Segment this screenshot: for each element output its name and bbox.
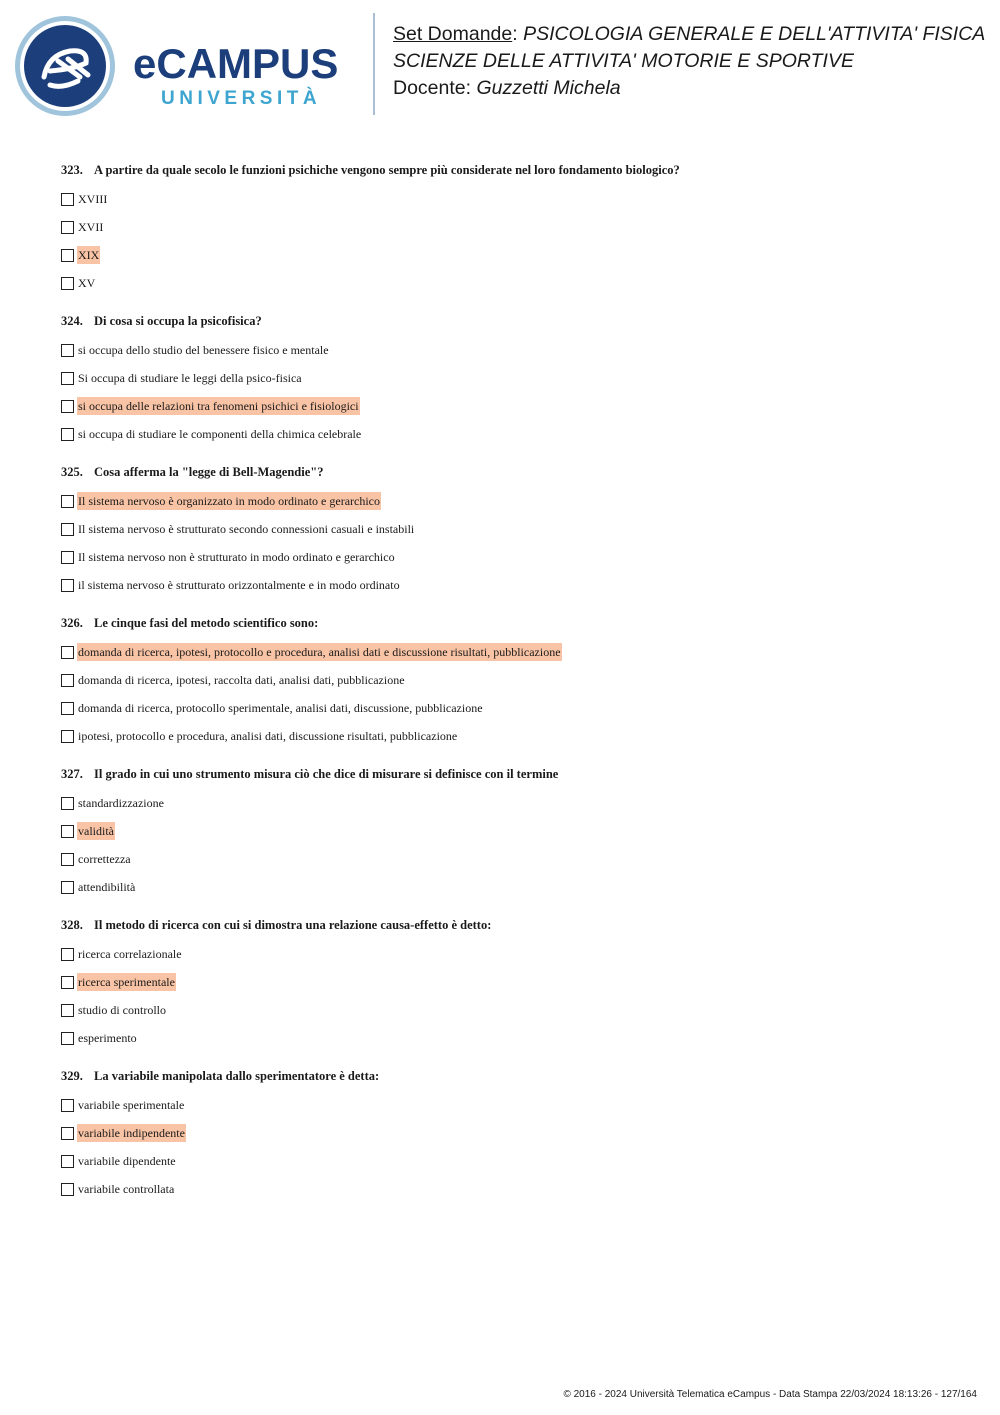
answer-option[interactable] [61,789,961,817]
answer-text: variabile dipendente [78,1154,176,1168]
answer-text: domanda di ricerca, ipotesi, raccolta dati, analisi dati, pubblicazione [78,673,405,687]
answer-checkbox[interactable] [61,646,74,659]
answer-text-highlighted: validità [78,824,114,838]
answer-option[interactable] [61,1175,961,1203]
question-title [61,310,961,332]
answer-option[interactable] [61,487,961,515]
answer-checkbox[interactable] [61,948,74,961]
answer-checkbox[interactable] [61,579,74,592]
question-number: 328. [61,918,83,932]
question-number: 326. [61,616,83,630]
answer-text: variabile sperimentale [78,1098,185,1112]
answer-option[interactable] [61,1119,961,1147]
brand-subtitle: UNIVERSITÀ [161,88,322,109]
course-info [393,21,993,102]
answer-checkbox[interactable] [61,551,74,564]
question-title [61,461,961,483]
course-title: PSICOLOGIA GENERALE E DELL'ATTIVITA' FISICA [523,23,986,45]
answer-option[interactable] [61,571,961,599]
answer-checkbox[interactable] [61,344,74,357]
question-text: Il metodo di ricerca con cui si dimostra una relazione causa-effetto è detto: [94,918,492,932]
answer-text: Il sistema nervoso non è strutturato in modo ordinato e gerarchico [78,550,395,564]
question-title [61,914,961,936]
question-title [61,1065,961,1087]
question-title [61,159,961,181]
answer-option[interactable] [61,420,961,448]
answer-option[interactable] [61,996,961,1024]
answer-option[interactable] [61,968,961,996]
question-text: Di cosa si occupa la psicofisica? [94,314,262,328]
answer-checkbox[interactable] [61,1099,74,1112]
question-list [61,159,961,1216]
brand-name: eCAMPUS [133,40,339,87]
question-block [61,310,961,448]
docente-name: Guzzetti Michela [476,77,621,99]
answer-option[interactable] [61,873,961,901]
answer-checkbox[interactable] [61,797,74,810]
question-block [61,1065,961,1203]
answer-text: il sistema nervoso è strutturato orizzontalmente e in modo ordinato [78,578,400,592]
answer-checkbox[interactable] [61,428,74,441]
question-number: 323. [61,163,83,177]
docente-label: Docente: [393,77,472,99]
answer-checkbox[interactable] [61,825,74,838]
answer-text: si occupa di studiare le componenti della chimica celebrale [78,427,362,441]
answer-checkbox[interactable] [61,881,74,894]
question-number: 324. [61,314,83,328]
answer-option[interactable] [61,515,961,543]
answer-text: XVIII [78,192,108,206]
answer-option[interactable] [61,1091,961,1119]
answer-checkbox[interactable] [61,277,74,290]
answer-option[interactable] [61,666,961,694]
answer-option[interactable] [61,336,961,364]
answer-option[interactable] [61,241,961,269]
answer-text: correttezza [78,852,131,866]
answer-checkbox[interactable] [61,853,74,866]
question-number: 327. [61,767,83,781]
answer-option[interactable] [61,694,961,722]
answer-checkbox[interactable] [61,400,74,413]
answer-text: esperimento [78,1031,137,1045]
answer-text-highlighted: ricerca sperimentale [78,975,175,989]
question-block [61,914,961,1052]
header-divider [373,13,375,115]
answer-checkbox[interactable] [61,730,74,743]
answer-option[interactable] [61,845,961,873]
question-text: Le cinque fasi del metodo scientifico sono: [94,616,319,630]
answer-checkbox[interactable] [61,1004,74,1017]
answer-option[interactable] [61,1147,961,1175]
answer-option[interactable] [61,1024,961,1052]
question-title [61,763,961,785]
answer-text: ricerca correlazionale [78,947,182,961]
answer-option[interactable] [61,364,961,392]
ecampus-wordmark [133,40,358,112]
answer-text: domanda di ricerca, protocollo sperimentale, analisi dati, discussione, pubblicazione [78,701,483,715]
answer-option[interactable] [61,392,961,420]
page-header [0,0,1000,130]
answer-checkbox[interactable] [61,1155,74,1168]
answer-text-highlighted: domanda di ricerca, ipotesi, protocollo e procedura, analisi dati e discussione risultati, pubblicazione [78,645,561,659]
answer-option[interactable] [61,940,961,968]
answer-text-highlighted: variabile indipendente [78,1126,185,1140]
answer-checkbox[interactable] [61,674,74,687]
answer-checkbox[interactable] [61,221,74,234]
answer-checkbox[interactable] [61,495,74,508]
answer-text-highlighted: Il sistema nervoso è organizzato in modo ordinato e gerarchico [78,494,381,508]
answer-checkbox[interactable] [61,193,74,206]
answer-text: attendibilità [78,880,136,894]
answer-text: studio di controllo [78,1003,166,1017]
answer-checkbox[interactable] [61,1127,74,1140]
answer-option[interactable] [61,213,961,241]
answer-option[interactable] [61,543,961,571]
question-number: 329. [61,1069,83,1083]
answer-option[interactable] [61,269,961,297]
answer-text: XV [78,276,96,290]
answer-checkbox[interactable] [61,1032,74,1045]
answer-option[interactable] [61,638,961,666]
answer-checkbox[interactable] [61,249,74,262]
answer-checkbox[interactable] [61,1183,74,1196]
docente-line [393,75,993,102]
answer-text: si occupa dello studio del benessere fisico e mentale [78,343,329,357]
answer-text: Si occupa di studiare le leggi della psico-fisica [78,371,302,385]
answer-text-highlighted: XIX [78,248,100,262]
answer-checkbox[interactable] [61,523,74,536]
answer-option[interactable] [61,185,961,213]
question-text: Cosa afferma la "legge di Bell-Magendie"? [94,465,324,479]
question-text: Il grado in cui uno strumento misura ciò che dice di misurare si definisce con il termine [94,767,559,781]
question-block [61,159,961,297]
answer-checkbox[interactable] [61,976,74,989]
ecampus-logo-icon [14,15,116,117]
answer-text: Il sistema nervoso è strutturato secondo connessioni casuali e instabili [78,522,415,536]
answer-text: standardizzazione [78,796,164,810]
answer-text: XVII [78,220,104,234]
answer-text: ipotesi, protocollo e procedura, analisi dati, discussione risultati, pubblicazione [78,729,458,743]
answer-text: variabile controllata [78,1182,175,1196]
question-block [61,763,961,901]
question-title [61,612,961,634]
answer-option[interactable] [61,817,961,845]
question-text: La variabile manipolata dallo sperimentatore è detta: [94,1069,380,1083]
question-block [61,612,961,750]
page-footer: © 2016 - 2024 Università Telematica eCampus - Data Stampa 22/03/2024 18:13:26 - 127/164 [563,1389,977,1400]
answer-checkbox[interactable] [61,372,74,385]
course-line-1: Set Domande: PSICOLOGIA GENERALE E DELL'ATTIVITA' FISICA [393,23,986,45]
answer-checkbox[interactable] [61,702,74,715]
course-subtitle: SCIENZE DELLE ATTIVITA' MOTORIE E SPORTIVE [393,50,854,72]
answer-option[interactable] [61,722,961,750]
question-number: 325. [61,465,83,479]
question-text: A partire da quale secolo le funzioni psichiche vengono sempre più considerate nel loro fondamento biologico? [94,163,680,177]
question-block [61,461,961,599]
set-label: Set Domande [393,23,513,45]
answer-text-highlighted: si occupa delle relazioni tra fenomeni psichici e fisiologici [78,399,359,413]
